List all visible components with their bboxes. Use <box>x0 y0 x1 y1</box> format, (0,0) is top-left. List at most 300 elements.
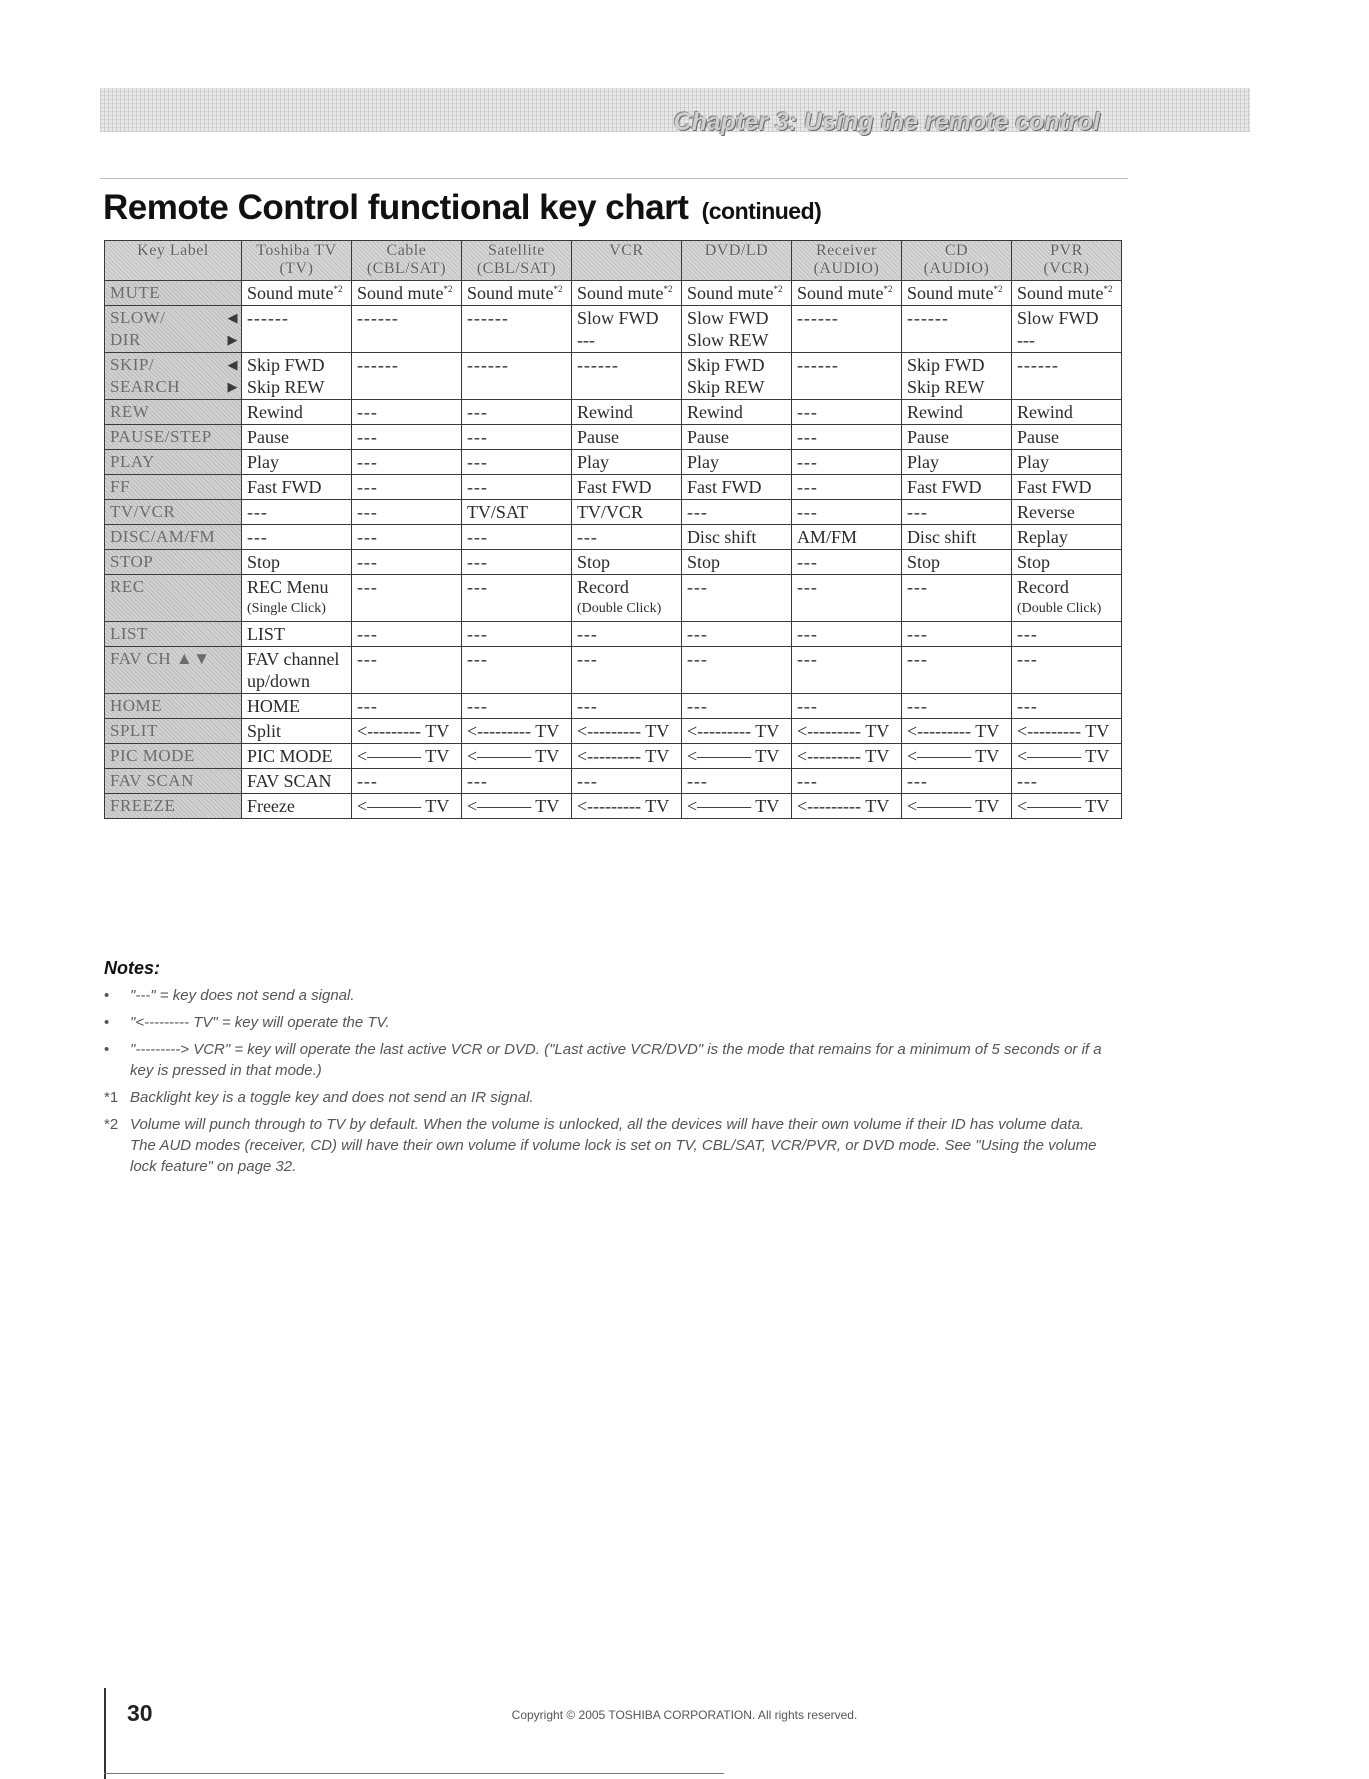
table-cell <box>241 475 351 500</box>
cell-value: Rewind <box>1016 402 1073 422</box>
column-header <box>1011 241 1121 281</box>
key-label: DISC/AM/FM <box>110 527 216 546</box>
table-cell <box>901 622 1011 647</box>
footnote-marker: *2 <box>1103 284 1113 294</box>
table-cell <box>461 647 571 694</box>
table-cell <box>901 475 1011 500</box>
cell-value: --- <box>906 649 928 669</box>
key-label: PAUSE/STEP <box>110 427 212 446</box>
cell-subtext: (Single Click) <box>246 601 326 616</box>
table-cell <box>461 425 571 450</box>
table-cell <box>791 769 901 794</box>
key-label: REC <box>110 577 145 596</box>
column-header-label: Receiver <box>816 242 877 259</box>
column-header-sublabel: (VCR) <box>1043 260 1090 277</box>
cell-value: <——— TV <box>906 796 1000 816</box>
table-row <box>105 769 1122 794</box>
key-label: FREEZE <box>110 796 176 815</box>
notes-section <box>104 958 1114 1183</box>
table-cell <box>791 353 901 400</box>
key-label-line <box>110 282 238 304</box>
cell-value: --- <box>906 502 928 522</box>
table-cell <box>571 400 681 425</box>
cell-value: Slow FWD <box>686 308 769 328</box>
left-arrow-icon: ◀ <box>227 310 238 325</box>
table-cell <box>351 500 461 525</box>
cell-value: Stop <box>576 552 610 572</box>
cell-value-secondary: Slow REW <box>686 330 769 350</box>
table-cell <box>571 425 681 450</box>
note-marker: • <box>104 1041 110 1058</box>
table-cell <box>571 744 681 769</box>
table-row <box>105 744 1122 769</box>
note-item <box>104 1039 1114 1081</box>
table-row <box>105 525 1122 550</box>
key-label-cell <box>105 400 242 425</box>
column-header-label: Satellite <box>487 242 545 259</box>
key-label-cell <box>105 450 242 475</box>
cell-value: ------ <box>576 355 619 375</box>
cell-value: --- <box>356 696 378 716</box>
column-header <box>791 241 901 281</box>
key-label-secondary: DIR <box>110 330 141 349</box>
table-cell <box>241 525 351 550</box>
table-cell <box>351 400 461 425</box>
cell-value: Split <box>246 721 281 741</box>
table-cell <box>1011 769 1121 794</box>
key-label: REW <box>110 402 150 421</box>
column-header-label: VCR <box>609 242 644 259</box>
table-cell <box>901 794 1011 819</box>
table-cell <box>571 647 681 694</box>
cell-value: Disc shift <box>906 527 977 547</box>
key-label-line <box>110 451 238 473</box>
cell-value: --- <box>466 624 488 644</box>
key-label: PLAY <box>110 452 155 471</box>
table-cell <box>901 719 1011 744</box>
key-label-line <box>110 551 238 573</box>
table-cell <box>791 575 901 622</box>
page-number: 30 <box>127 1700 153 1726</box>
table-cell <box>241 500 351 525</box>
cell-value: Fast FWD <box>906 477 982 497</box>
cell-value: --- <box>356 552 378 572</box>
column-header-label: CD <box>944 242 969 259</box>
cell-value: --- <box>466 402 488 422</box>
table-cell <box>241 622 351 647</box>
table-cell <box>351 769 461 794</box>
table-row <box>105 353 1122 400</box>
footer-rule <box>104 1773 724 1774</box>
key-label: SPLIT <box>110 721 158 740</box>
key-label-line <box>110 648 238 670</box>
cell-value: Pause <box>1016 427 1059 447</box>
table-cell <box>681 694 791 719</box>
column-header-label: Toshiba TV <box>256 242 337 259</box>
cell-value: PIC MODE <box>246 746 333 766</box>
cell-value: Sound mute <box>1016 283 1104 303</box>
key-label-line <box>110 476 238 498</box>
cell-value: ------ <box>796 355 839 375</box>
table-cell <box>1011 622 1121 647</box>
cell-value: Skip FWD <box>906 355 985 375</box>
table-cell <box>681 647 791 694</box>
cell-value: --- <box>686 696 708 716</box>
table-row <box>105 281 1122 306</box>
table-cell <box>791 400 901 425</box>
cell-value: ------ <box>466 308 509 328</box>
table-cell <box>351 306 461 353</box>
column-header-label: Key Label <box>137 242 209 259</box>
key-label-cell <box>105 525 242 550</box>
cell-value: --- <box>466 552 488 572</box>
key-label-secondary: SEARCH <box>110 377 181 396</box>
table-cell <box>791 450 901 475</box>
cell-value: --- <box>686 649 708 669</box>
table-cell <box>461 525 571 550</box>
cell-value: Rewind <box>906 402 963 422</box>
table-cell <box>461 281 571 306</box>
table-cell <box>681 475 791 500</box>
cell-value: <--------- TV <box>906 721 1000 741</box>
cell-subtext: (Double Click) <box>576 601 662 616</box>
column-header <box>105 241 242 281</box>
cell-value: --- <box>796 477 818 497</box>
column-header-sublabel: (AUDIO) <box>923 260 990 277</box>
table-cell <box>571 306 681 353</box>
table-cell <box>241 694 351 719</box>
page-title <box>103 188 821 228</box>
table-row <box>105 694 1122 719</box>
table-row <box>105 425 1122 450</box>
key-label: SKIP/ <box>110 355 155 374</box>
table-cell <box>681 450 791 475</box>
cell-value: --- <box>356 771 378 791</box>
table-cell <box>461 719 571 744</box>
cell-value: Sound mute <box>906 283 994 303</box>
table-cell <box>1011 647 1121 694</box>
key-label-line <box>110 720 238 742</box>
cell-value: Slow FWD <box>576 308 659 328</box>
table-cell <box>351 550 461 575</box>
table-row <box>105 306 1122 353</box>
cell-value: Pause <box>906 427 949 447</box>
heading-rule <box>100 178 1128 179</box>
cell-value: <--------- TV <box>576 721 670 741</box>
cell-value: <——— TV <box>1016 746 1110 766</box>
key-label: FAV CH ▲▼ <box>110 649 211 668</box>
key-label-cell <box>105 353 242 400</box>
table-cell <box>241 794 351 819</box>
cell-value: --- <box>356 649 378 669</box>
cell-value: --- <box>686 624 708 644</box>
cell-value: <——— TV <box>906 746 1000 766</box>
cell-value: <——— TV <box>686 796 780 816</box>
table-cell <box>351 622 461 647</box>
cell-value: --- <box>796 649 818 669</box>
table-cell <box>681 575 791 622</box>
table-row <box>105 719 1122 744</box>
key-label-line <box>110 576 238 598</box>
table-cell <box>1011 425 1121 450</box>
key-label-line <box>110 426 238 448</box>
cell-value: <——— TV <box>356 796 450 816</box>
cell-value: --- <box>576 624 598 644</box>
cell-value: ------ <box>1016 355 1059 375</box>
table-cell <box>1011 550 1121 575</box>
cell-value: --- <box>796 402 818 422</box>
note-text: "---" = key does not send a signal. <box>130 987 355 1004</box>
key-label-cell <box>105 647 242 694</box>
table-cell <box>681 550 791 575</box>
note-marker: • <box>104 1014 110 1031</box>
table-cell <box>351 647 461 694</box>
table-cell <box>241 306 351 353</box>
table-cell <box>241 281 351 306</box>
cell-value: --- <box>576 527 598 547</box>
cell-value: Sound mute <box>246 283 334 303</box>
table-cell <box>1011 575 1121 622</box>
key-label-cell <box>105 719 242 744</box>
left-arrow-icon: ◀ <box>227 357 238 372</box>
table-cell <box>901 769 1011 794</box>
cell-value: Stop <box>1016 552 1050 572</box>
table-row <box>105 794 1122 819</box>
cell-value: --- <box>356 452 378 472</box>
note-marker: • <box>104 987 110 1004</box>
key-label: STOP <box>110 552 154 571</box>
table-cell <box>1011 500 1121 525</box>
cell-value: <--------- TV <box>796 796 890 816</box>
key-label-cell <box>105 500 242 525</box>
table-cell <box>681 794 791 819</box>
cell-value: <--------- TV <box>466 721 560 741</box>
cell-value: --- <box>466 527 488 547</box>
cell-value: Pause <box>686 427 729 447</box>
cell-value: --- <box>466 427 488 447</box>
key-label-line <box>110 695 238 717</box>
key-label-cell <box>105 550 242 575</box>
table-cell <box>901 306 1011 353</box>
table-cell <box>241 425 351 450</box>
cell-value: --- <box>466 696 488 716</box>
table-cell <box>351 744 461 769</box>
table-cell <box>681 400 791 425</box>
key-label-cell <box>105 281 242 306</box>
key-label-cell <box>105 744 242 769</box>
key-label-line <box>110 354 238 376</box>
table-cell <box>1011 400 1121 425</box>
cell-value: Play <box>576 452 609 472</box>
table-cell <box>901 425 1011 450</box>
column-header-sublabel: (CBL/SAT) <box>366 260 447 277</box>
cell-value: ------ <box>246 308 289 328</box>
table-cell <box>461 794 571 819</box>
table-cell <box>571 281 681 306</box>
table-cell <box>571 575 681 622</box>
cell-value: <——— TV <box>686 746 780 766</box>
cell-value: <--------- TV <box>796 721 890 741</box>
table-cell <box>1011 306 1121 353</box>
table-body <box>105 281 1122 819</box>
cell-value: --- <box>796 577 818 597</box>
table-cell <box>791 694 901 719</box>
table-cell <box>461 744 571 769</box>
footnote-marker: *2 <box>993 284 1003 294</box>
cell-value: Rewind <box>576 402 633 422</box>
table-cell <box>681 719 791 744</box>
table-cell <box>681 425 791 450</box>
table-row <box>105 647 1122 694</box>
table-cell <box>351 353 461 400</box>
cell-value: Pause <box>246 427 289 447</box>
cell-value: --- <box>796 771 818 791</box>
key-label-cell <box>105 622 242 647</box>
cell-value: --- <box>1016 696 1038 716</box>
key-label-line <box>110 329 238 351</box>
cell-value: Pause <box>576 427 619 447</box>
table-cell <box>901 744 1011 769</box>
cell-value: <--------- TV <box>356 721 450 741</box>
table-cell <box>1011 694 1121 719</box>
cell-value: Play <box>1016 452 1049 472</box>
footnote-marker: *2 <box>443 284 453 294</box>
cell-value: --- <box>1016 624 1038 644</box>
cell-value: Sound mute <box>686 283 774 303</box>
key-label-line <box>110 501 238 523</box>
cell-value: --- <box>796 427 818 447</box>
table-header-row <box>105 241 1122 281</box>
table-cell <box>241 769 351 794</box>
table-cell <box>461 400 571 425</box>
cell-value: --- <box>796 502 818 522</box>
table-cell <box>791 306 901 353</box>
column-header-label: Cable <box>386 242 427 259</box>
footnote-marker: *2 <box>663 284 673 294</box>
table-cell <box>1011 525 1121 550</box>
table-row <box>105 575 1122 622</box>
cell-value-secondary: --- <box>1016 330 1035 350</box>
table-cell <box>461 500 571 525</box>
cell-value: --- <box>576 696 598 716</box>
cell-value: Disc shift <box>686 527 757 547</box>
cell-value: Stop <box>246 552 280 572</box>
table-cell <box>571 769 681 794</box>
table-cell <box>681 622 791 647</box>
table-cell <box>681 525 791 550</box>
footnote-marker: *2 <box>333 284 343 294</box>
cell-value: --- <box>1016 771 1038 791</box>
cell-value: --- <box>466 577 488 597</box>
cell-value: Rewind <box>686 402 743 422</box>
key-chart-table <box>104 240 1122 819</box>
table-cell <box>901 353 1011 400</box>
cell-value: Sound mute <box>576 283 664 303</box>
column-header-label: DVD/LD <box>704 242 769 259</box>
table-cell <box>901 575 1011 622</box>
key-label-line <box>110 526 238 548</box>
cell-value: REC Menu <box>246 577 329 597</box>
cell-value: <--------- TV <box>796 746 890 766</box>
table-cell <box>791 647 901 694</box>
key-label: TV/VCR <box>110 502 176 521</box>
table-cell <box>901 450 1011 475</box>
cell-value: --- <box>356 502 378 522</box>
column-header-sublabel: (CBL/SAT) <box>476 260 557 277</box>
cell-value: <——— TV <box>1016 796 1110 816</box>
table-cell <box>241 744 351 769</box>
cell-value: --- <box>576 649 598 669</box>
note-item <box>104 1114 1114 1177</box>
right-arrow-icon: ▶ <box>227 379 238 394</box>
table-cell <box>901 400 1011 425</box>
notes-title: Notes: <box>104 958 161 978</box>
table-cell <box>351 450 461 475</box>
table-cell <box>791 550 901 575</box>
table-cell <box>461 475 571 500</box>
cell-value: <--------- TV <box>686 721 780 741</box>
cell-value: --- <box>686 502 708 522</box>
note-marker: *1 <box>104 1089 119 1106</box>
cell-value: --- <box>796 452 818 472</box>
cell-value: <--------- TV <box>1016 721 1110 741</box>
key-label: HOME <box>110 696 163 715</box>
table-cell <box>571 500 681 525</box>
cell-value-secondary: Skip REW <box>686 377 765 397</box>
table-cell <box>351 794 461 819</box>
cell-value-secondary: Skip REW <box>906 377 985 397</box>
cell-value: --- <box>796 624 818 644</box>
cell-value: Play <box>246 452 279 472</box>
table-cell <box>791 622 901 647</box>
cell-value: <--------- TV <box>576 746 670 766</box>
key-label-cell <box>105 794 242 819</box>
table-row <box>105 500 1122 525</box>
cell-value: --- <box>466 452 488 472</box>
cell-value: --- <box>246 527 268 547</box>
cell-value: Skip FWD <box>246 355 325 375</box>
cell-value: Record <box>576 577 629 597</box>
table-row <box>105 622 1122 647</box>
column-header <box>351 241 461 281</box>
cell-value: Sound mute <box>356 283 444 303</box>
cell-value-secondary: up/down <box>246 671 310 691</box>
chapter-title: Chapter 3: Using the remote control <box>673 108 1100 136</box>
cell-value: Freeze <box>246 796 295 816</box>
table-cell <box>461 769 571 794</box>
footnote-marker: *2 <box>553 284 563 294</box>
table-cell <box>791 281 901 306</box>
table-cell <box>351 719 461 744</box>
table-row <box>105 475 1122 500</box>
table-cell <box>461 694 571 719</box>
table-cell <box>241 575 351 622</box>
cell-value: Rewind <box>246 402 303 422</box>
table-cell <box>1011 475 1121 500</box>
table-cell <box>681 769 791 794</box>
column-header-sublabel: (AUDIO) <box>813 260 880 277</box>
cell-value: --- <box>356 577 378 597</box>
table-cell <box>791 744 901 769</box>
cell-value: ------ <box>906 308 949 328</box>
cell-value: --- <box>1016 649 1038 669</box>
table-row <box>105 400 1122 425</box>
table-cell <box>571 794 681 819</box>
column-header-sublabel: (TV) <box>279 260 314 277</box>
table-cell <box>241 719 351 744</box>
cell-value: --- <box>796 696 818 716</box>
cell-value: Fast FWD <box>576 477 652 497</box>
